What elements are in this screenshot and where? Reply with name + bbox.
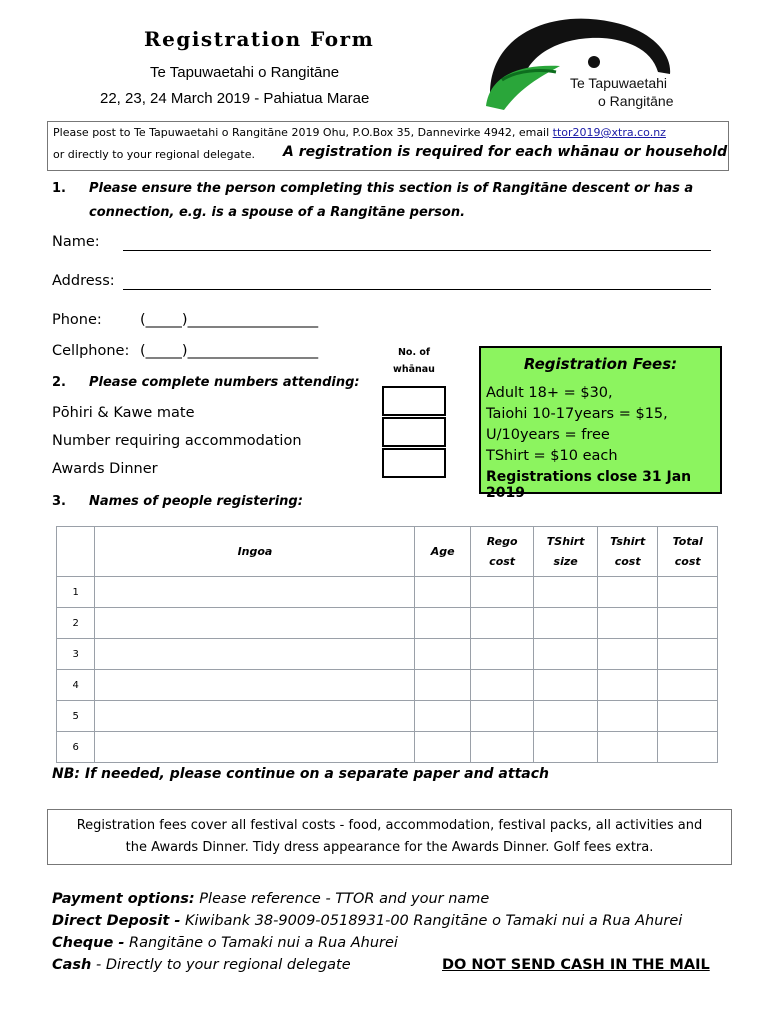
cell-rego-cost[interactable] [470,732,533,763]
header-ingoa [95,527,415,577]
cell-rego-cost[interactable] [470,670,533,701]
cash-label: Cash [52,957,92,973]
form-title: Registration Form [144,27,375,51]
cell-tshirt-size[interactable] [534,701,598,732]
section2-number: 2. [52,375,66,390]
fees-heading: Registration Fees: [523,355,678,373]
cell-age[interactable] [415,577,470,608]
header-age-text: Age [430,544,455,558]
header-tshirt-cost-line2: cost [614,554,641,568]
no-of-whanau-line1: No. of [397,347,431,358]
cell-total-cost[interactable] [658,639,718,670]
section1-number: 1. [52,181,66,196]
table-row [57,701,718,732]
section2-text: Please complete numbers attending: [89,375,360,390]
cellphone-label: Cellphone: [52,343,130,359]
name-input-line[interactable] [123,236,711,251]
cell-total-cost[interactable] [658,701,718,732]
email-link[interactable]: ttor2019@xtra.co.nz [552,126,666,139]
header-ingoa-text: Ingoa [237,544,273,558]
direct-deposit-line [52,913,682,929]
postal-info-line1 [53,126,666,139]
fee-adult: Adult 18+ = $30, [486,385,613,401]
event-dates: 22, 23, 24 March 2019 - Pahiatua Marae [100,90,370,107]
attend-item-pohiri: Pōhiri & Kawe mate [52,405,195,421]
header-tshirt-cost-line1: Tshirt [610,534,646,548]
section1-text-line2: connection, e.g. is a spouse of a Rangitāne person. [89,205,466,220]
cell-ingoa[interactable] [95,608,415,639]
header-total-line2: cost [674,554,701,568]
fee-under10: U/10years = free [486,427,610,443]
cell-tshirt-cost[interactable] [597,608,658,639]
cell-tshirt-size[interactable] [534,732,598,763]
header-tshirt-size [534,527,598,577]
cell-ingoa[interactable] [95,701,415,732]
no-of-whanau-line2: whānau [393,364,435,375]
no-cash-warning: DO NOT SEND CASH IN THE MAIL [442,957,710,973]
postal-info-line2: or directly to your regional delegate. [53,148,255,161]
fee-taiohi: Taiohi 10-17years = $15, [486,406,668,422]
row-number: 1 [57,577,95,608]
no-of-whanau-label [384,344,444,378]
cell-age[interactable] [415,608,470,639]
cheque-text: Rangitāne o Tamaki nui a Rua Ahurei [124,935,398,951]
koru-logo-icon [482,14,682,114]
cell-ingoa[interactable] [95,577,415,608]
section3-number: 3. [52,494,66,509]
cell-tshirt-size[interactable] [534,577,598,608]
table-row [57,732,718,763]
cell-total-cost[interactable] [658,577,718,608]
count-box-awards-dinner[interactable] [382,448,446,478]
cell-ingoa[interactable] [95,732,415,763]
cell-tshirt-size[interactable] [534,670,598,701]
cell-age[interactable] [415,701,470,732]
organisation-logo [482,14,682,114]
cell-total-cost[interactable] [658,608,718,639]
table-header-row [57,527,718,577]
header-age [415,527,470,577]
cell-tshirt-size[interactable] [534,608,598,639]
address-label: Address: [52,273,115,289]
count-box-accommodation[interactable] [382,417,446,447]
cheque-label: Cheque - [52,935,125,951]
payment-options-label: Payment options: [52,891,195,907]
cell-rego-cost[interactable] [470,608,533,639]
header-num [57,527,95,577]
direct-deposit-label: Direct Deposit - [52,913,181,929]
cheque-line [52,935,398,951]
row-number: 3 [57,639,95,670]
table-row [57,639,718,670]
phone-label: Phone: [52,312,102,328]
payment-options-text: Please reference - TTOR and your name [194,891,490,907]
logo-text-line1: Te Tapuwaetahi [570,75,668,91]
registration-fees-box [479,346,722,501]
postal-info-box [47,121,729,171]
direct-deposit-text: Kiwibank 38-9009-0518931-00 Rangitāne o Tamaki nui a Rua Ahurei [180,913,683,929]
cell-tshirt-cost[interactable] [597,639,658,670]
cell-ingoa[interactable] [95,639,415,670]
row-number: 6 [57,732,95,763]
registrants-table [56,526,718,763]
row-number: 4 [57,670,95,701]
attend-item-awards-dinner: Awards Dinner [52,461,158,477]
header-tshirt-size-line2: size [553,554,578,568]
registration-required-note: A registration is required for each whānau or household [283,144,728,160]
header-tshirt-size-line1: TShirt [546,534,585,548]
count-box-pohiri[interactable] [382,386,446,416]
header-total-line1: Total [672,534,703,548]
fees-coverage-line2: the Awards Dinner. Tidy dress appearance for the Awards Dinner. Golf fees extra. [125,840,654,855]
header-rego-line1: Rego [486,534,518,548]
header-total-cost [658,527,718,577]
cell-rego-cost[interactable] [470,577,533,608]
fees-coverage-line1: Registration fees cover all festival costs - food, accommodation, festival packs, all activities and [76,818,703,833]
cell-tshirt-cost[interactable] [597,577,658,608]
header-rego-line2: cost [489,554,516,568]
cash-text: - Directly to your regional delegate [91,957,351,973]
section3-text: Names of people registering: [89,494,303,509]
cell-tshirt-cost[interactable] [597,732,658,763]
cash-line [52,957,351,973]
payment-options-line [52,891,489,907]
cell-age[interactable] [415,639,470,670]
table-row [57,577,718,608]
cellphone-input-line[interactable]: (_____)__________________ [140,343,319,359]
registrations-close-note: Registrations close 31 Jan 2019 [486,469,692,501]
cell-tshirt-cost[interactable] [597,701,658,732]
form-subtitle: Te Tapuwaetahi o Rangitāne [150,64,340,81]
cell-age[interactable] [415,732,470,763]
postal-address-text: Please post to Te Tapuwaetahi o Rangitāne 2019 Ohu, P.O.Box 35, Dannevirke 4942, email [53,126,553,139]
logo-text-line2: o Rangitāne [598,93,674,109]
fee-tshirt: TShirt = $10 each [486,448,618,464]
fees-coverage-box [47,809,732,865]
attend-item-accommodation: Number requiring accommodation [52,433,302,449]
cell-total-cost[interactable] [658,732,718,763]
cell-tshirt-cost[interactable] [597,670,658,701]
phone-input-line[interactable]: (_____)__________________ [140,312,319,328]
name-label: Name: [52,234,100,250]
table-row [57,670,718,701]
header-rego-cost [470,527,533,577]
cell-ingoa[interactable] [95,670,415,701]
header-tshirt-cost [597,527,658,577]
cell-rego-cost[interactable] [470,701,533,732]
row-number: 2 [57,608,95,639]
cell-total-cost[interactable] [658,670,718,701]
row-number: 5 [57,701,95,732]
table-row [57,608,718,639]
section1-text-line1: Please ensure the person completing this section is of Rangitāne descent or has a [89,181,694,196]
cell-rego-cost[interactable] [470,639,533,670]
nb-note: NB: If needed, please continue on a separate paper and attach [52,766,549,782]
cell-tshirt-size[interactable] [534,639,598,670]
address-input-line[interactable] [123,275,711,290]
cell-age[interactable] [415,670,470,701]
